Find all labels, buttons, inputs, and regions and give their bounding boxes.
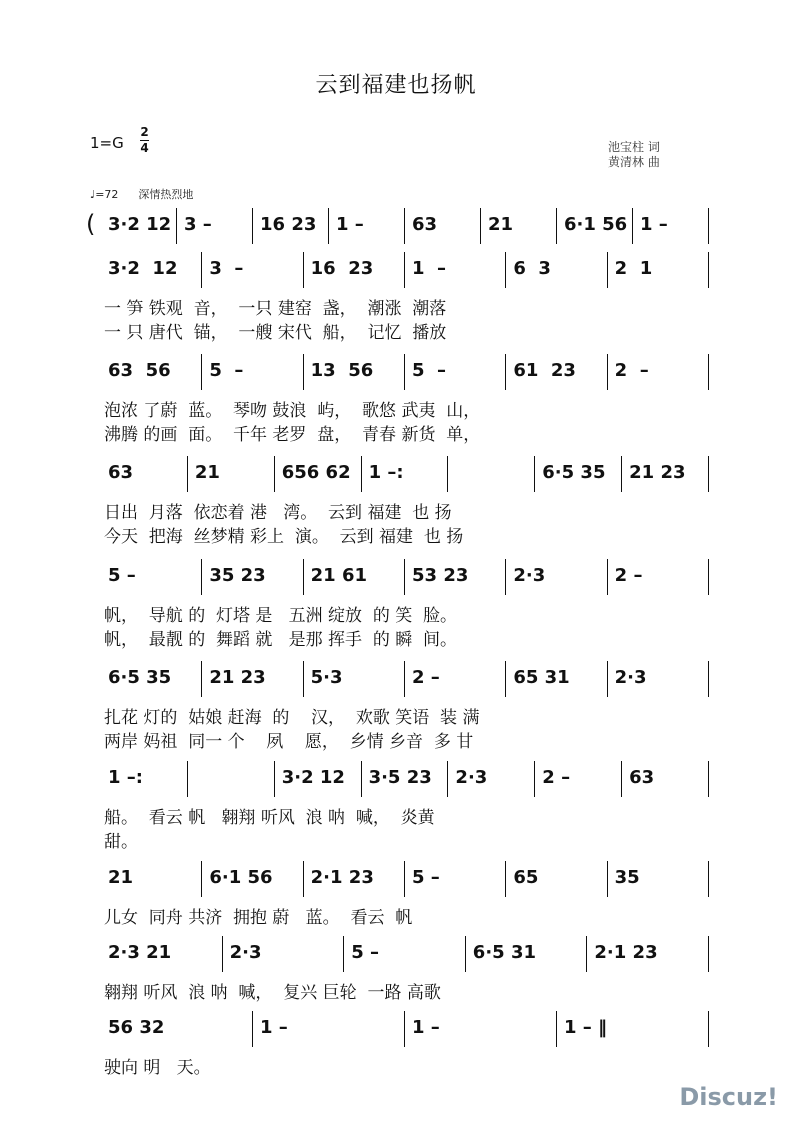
measure: 3·2 12 bbox=[281, 767, 345, 788]
measure: 3 – bbox=[209, 258, 244, 279]
barline bbox=[303, 354, 304, 390]
barline bbox=[404, 559, 405, 595]
barline bbox=[303, 661, 304, 697]
measure: 2 1 bbox=[614, 258, 653, 279]
barline bbox=[607, 559, 608, 595]
expression-marking: 深情热烈地 bbox=[138, 188, 194, 201]
barline bbox=[343, 936, 344, 972]
barline bbox=[252, 1011, 253, 1047]
measure: 2·3 21 bbox=[108, 942, 172, 963]
measure: 656 62 bbox=[281, 462, 351, 483]
measure: 65 31 bbox=[513, 667, 570, 688]
barline bbox=[480, 208, 481, 244]
repeat-paren-open: ( bbox=[86, 210, 96, 238]
lyric-line-1: 儿女 同舟 共济 拥抱 蔚 蓝。 看云 帆 bbox=[104, 908, 413, 928]
barline bbox=[708, 252, 709, 288]
barline bbox=[201, 354, 202, 390]
barline bbox=[404, 354, 405, 390]
measure: 21 bbox=[194, 462, 220, 483]
measure: 1 – bbox=[336, 214, 364, 235]
measure: 5 – bbox=[209, 360, 244, 381]
measure: 16 23 bbox=[310, 258, 374, 279]
barline bbox=[505, 354, 506, 390]
measure: 5 – bbox=[412, 360, 447, 381]
barline bbox=[621, 761, 622, 797]
measure: 6·5 31 bbox=[472, 942, 536, 963]
lyricist: 池宝柱 词 bbox=[608, 140, 660, 154]
measure: 21 bbox=[488, 214, 514, 235]
lyric-line-2: 两岸 妈祖 同一 个 夙 愿， 乡情 乡音 多 甘 bbox=[104, 732, 474, 752]
barline bbox=[621, 456, 622, 492]
measure: 2·3 bbox=[614, 667, 647, 688]
tempo-marking bbox=[90, 186, 193, 202]
barline bbox=[187, 456, 188, 492]
measure: 2 – bbox=[614, 565, 643, 586]
measure: 3·2 12 bbox=[108, 258, 178, 279]
measure: 13 56 bbox=[310, 360, 374, 381]
measure: 2 – bbox=[614, 360, 649, 381]
measure: 1 –: bbox=[368, 462, 404, 483]
barline bbox=[404, 1011, 405, 1047]
time-signature bbox=[140, 126, 149, 155]
barline bbox=[447, 456, 448, 492]
barline bbox=[274, 456, 275, 492]
barline bbox=[708, 861, 709, 897]
barline bbox=[505, 661, 506, 697]
measure: 1 – ‖ bbox=[564, 1017, 608, 1038]
lyric-line-1: 船。 看云 帆 翱翔 听风 浪 呐 喊， 炎黄 bbox=[104, 808, 435, 828]
barline bbox=[708, 208, 709, 244]
measure: 6·1 56 bbox=[564, 214, 628, 235]
barline bbox=[534, 761, 535, 797]
barline bbox=[404, 661, 405, 697]
barline bbox=[505, 861, 506, 897]
lyric-line-2: 帆， 最靓 的 舞蹈 就 是那 挥手 的 瞬 间。 bbox=[104, 630, 458, 650]
credits bbox=[608, 140, 660, 170]
measure: 53 23 bbox=[412, 565, 469, 586]
measure: 6·5 35 bbox=[108, 667, 172, 688]
barline bbox=[607, 252, 608, 288]
lyric-line-2: 甜。 bbox=[104, 832, 138, 852]
lyric-line-1: 日出 月落 依恋着 港 湾。 云到 福建 也 扬 bbox=[104, 503, 452, 523]
barline bbox=[187, 761, 188, 797]
measure: 63 56 bbox=[108, 360, 171, 381]
measure: 2·1 23 bbox=[310, 867, 374, 888]
measure: 65 bbox=[513, 867, 539, 888]
measure: 2 – bbox=[542, 767, 571, 788]
measure: 1 – bbox=[412, 1017, 440, 1038]
measure: 2·3 bbox=[229, 942, 262, 963]
barline bbox=[201, 661, 202, 697]
barline bbox=[586, 936, 587, 972]
barline bbox=[708, 1011, 709, 1047]
barline bbox=[303, 559, 304, 595]
measure: 1 –: bbox=[108, 767, 143, 788]
measure: 3·5 23 bbox=[368, 767, 432, 788]
barline bbox=[708, 761, 709, 797]
lyric-line-2: 沸腾 的画 面。 千年 老罗 盘， 青春 新货 单， bbox=[104, 425, 481, 445]
measure: 6·1 56 bbox=[209, 867, 273, 888]
measure: 2·3 bbox=[513, 565, 546, 586]
song-title: 云到福建也扬帆 bbox=[315, 73, 477, 98]
measure: 21 bbox=[108, 867, 134, 888]
barline bbox=[447, 761, 448, 797]
barline bbox=[404, 208, 405, 244]
barline bbox=[328, 208, 329, 244]
measure: 6·5 35 bbox=[542, 462, 606, 483]
measure: 5 – bbox=[351, 942, 379, 963]
barline bbox=[201, 559, 202, 595]
barline bbox=[708, 936, 709, 972]
measure: 21 61 bbox=[310, 565, 368, 586]
measure: 63 bbox=[629, 767, 655, 788]
measure: 3·2 12 bbox=[108, 214, 172, 235]
barline bbox=[708, 354, 709, 390]
lyric-line-1: 帆， 导航 的 灯塔 是 五洲 绽放 的 笑 脸。 bbox=[104, 606, 458, 626]
barline bbox=[404, 861, 405, 897]
barline bbox=[303, 252, 304, 288]
barline bbox=[607, 861, 608, 897]
lyric-line-1: 驶向 明 天。 bbox=[104, 1058, 211, 1078]
lyric-line-1: 泡浓 了蔚 蓝。 琴吻 鼓浪 屿， 歌悠 武夷 山， bbox=[104, 401, 481, 421]
measure: 56 32 bbox=[108, 1017, 165, 1038]
barline bbox=[201, 252, 202, 288]
measure: 2 – bbox=[412, 667, 440, 688]
barline bbox=[607, 661, 608, 697]
watermark-logo: Discuz! bbox=[679, 1083, 778, 1111]
barline bbox=[708, 456, 709, 492]
barline bbox=[303, 861, 304, 897]
barline bbox=[505, 559, 506, 595]
barline bbox=[556, 208, 557, 244]
barline bbox=[201, 861, 202, 897]
measure: 35 23 bbox=[209, 565, 266, 586]
lyric-line-2: 一 只 唐代 锚， 一艘 宋代 船， 记忆 播放 bbox=[104, 323, 447, 343]
barline bbox=[632, 208, 633, 244]
barline bbox=[404, 252, 405, 288]
barline bbox=[361, 456, 362, 492]
measure: 5·3 bbox=[310, 667, 343, 688]
measure: 21 23 bbox=[629, 462, 686, 483]
barline bbox=[274, 761, 275, 797]
barline bbox=[465, 936, 466, 972]
measure: 2·3 bbox=[455, 767, 488, 788]
measure: 63 bbox=[412, 214, 438, 235]
measure: 35 bbox=[614, 867, 640, 888]
tempo-value: ♩=72 bbox=[90, 188, 119, 201]
barline bbox=[708, 559, 709, 595]
composer: 黄清林 曲 bbox=[608, 155, 660, 169]
measure: 1 – bbox=[260, 1017, 288, 1038]
key-signature: 1=G bbox=[90, 134, 124, 152]
lyric-line-1: 扎花 灯的 姑娘 赶海 的 汉， 欢歌 笑语 装 满 bbox=[104, 708, 480, 728]
measure: 3 – bbox=[184, 214, 212, 235]
measure: 61 23 bbox=[513, 360, 576, 381]
time-signature-top: 2 bbox=[140, 125, 149, 139]
barline bbox=[505, 252, 506, 288]
measure: 5 – bbox=[108, 565, 136, 586]
lyric-line-1: 翱翔 听风 浪 呐 喊， 复兴 巨轮 一路 高歌 bbox=[104, 983, 441, 1003]
measure: 6 3 bbox=[513, 258, 551, 279]
barline bbox=[607, 354, 608, 390]
lyric-line-2: 今天 把海 丝梦精 彩上 演。 云到 福建 也 扬 bbox=[104, 527, 464, 547]
barline bbox=[176, 208, 177, 244]
measure: 2·1 23 bbox=[594, 942, 658, 963]
measure: 1 – bbox=[412, 258, 447, 279]
barline bbox=[534, 456, 535, 492]
barline bbox=[708, 661, 709, 697]
measure: 63 bbox=[108, 462, 134, 483]
measure: 1 – bbox=[640, 214, 668, 235]
barline bbox=[252, 208, 253, 244]
lyric-line-1: 一 笋 铁观 音， 一只 建窑 盏， 潮涨 潮落 bbox=[104, 299, 447, 319]
measure: 21 23 bbox=[209, 667, 266, 688]
barline bbox=[222, 936, 223, 972]
barline bbox=[556, 1011, 557, 1047]
barline bbox=[361, 761, 362, 797]
measure: 5 – bbox=[412, 867, 440, 888]
measure: 16 23 bbox=[260, 214, 317, 235]
time-signature-bottom: 4 bbox=[140, 141, 149, 155]
